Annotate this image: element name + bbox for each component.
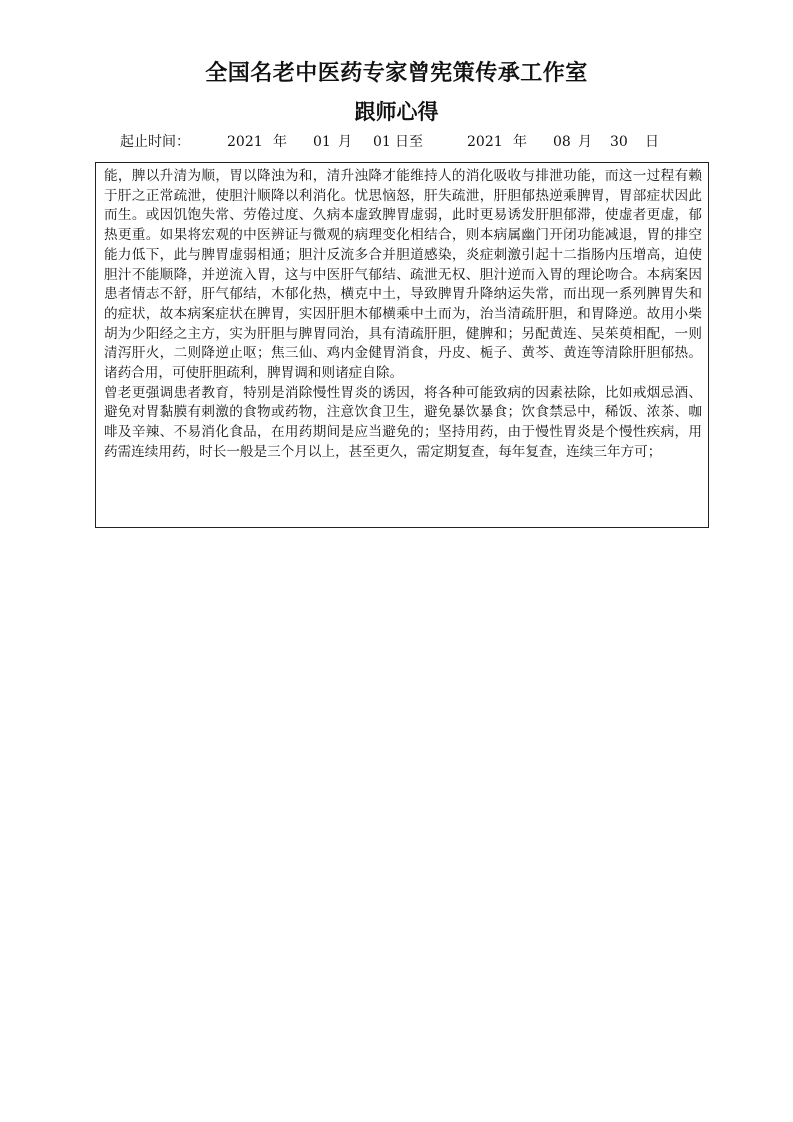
end-year: 2021: [467, 134, 503, 150]
end-year-unit: 年: [513, 134, 527, 150]
start-month-unit: 月: [338, 134, 352, 150]
start-day: 01: [373, 134, 391, 150]
start-day-unit-to: 日至: [395, 134, 423, 150]
end-month-unit: 月: [578, 134, 592, 150]
document-title: 全国名老中医药专家曾宪策传承工作室: [205, 60, 588, 86]
document-subtitle: 跟师心得: [354, 99, 439, 124]
start-month: 01: [313, 134, 331, 150]
end-day: 30: [610, 134, 628, 150]
start-year-unit: 年: [273, 134, 287, 150]
end-day-unit: 日: [645, 134, 659, 150]
content-paragraph-2: 曾老更强调患者教育，特别是消除慢性胃炎的诱因，将各种可能致病的因素祛除，比如戒烟忌酒、避免对胃黏膜有刺激的食物或药物，注意饮食卫生，避免暴饮暴食；饮食禁忌中，稀饭、浓茶、咖啡及辛辣、不易消化食品，在用药期间是应当避免的；坚持用药，由于慢性胃炎是个慢性疾病，用药需连续用药，时长一般是三个月以上，甚至更久，需定期复查，每年复查，连续三年方可；: [104, 384, 702, 460]
end-month: 08: [553, 134, 571, 150]
date-range-label: 起止时间：: [120, 134, 190, 150]
start-year: 2021: [227, 134, 263, 150]
content-box: [95, 162, 709, 528]
content-paragraph-1: 能，脾以升清为顺，胃以降浊为和，清升浊降才能维持人的消化吸收与排泄功能，而这一过程有赖于肝之正常疏泄，使胆汁顺降以利消化。忧思恼怒，肝失疏泄，肝胆郁热逆乘脾胃，胃部症状因此而生。或因饥饱失常、劳倦过度、久病本虚致脾胃虚弱，此时更易诱发肝胆郁滞，使虚者更虚，郁热更重。如果将宏观的中医辨证与微观的病理变化相结合，则本病属幽门开闭功能减退，胃的排空能力低下，此与脾胃虚弱相通；胆汁反流多合并胆道感染，炎症刺激引起十二指肠内压增高，迫使胆汁不能顺降，并逆流入胃，这与中医肝气郁结、疏泄无权、胆汁逆而入胃的理论吻合。本病案因患者情志不舒，肝气郁结，木郁化热，横克中土，导致脾胃升降纳运失常，而出现一系列脾胃失和的症状，故本病案症状在脾胃，实因肝胆木郁横乘中土而为，治当清疏肝胆，和胃降逆。故用小柴胡为少阳经之主方，实为肝胆与脾胃同治，具有清疏肝胆，健脾和；另配黄连、吴茱萸相配，一则清泻肝火，二则降逆止呕；焦三仙、鸡内金健胃消食，丹皮、栀子、黄芩、黄连等清除肝胆郁热。诸药合用，可使肝胆疏利，脾胃调和则诸症自除。: [104, 168, 702, 382]
